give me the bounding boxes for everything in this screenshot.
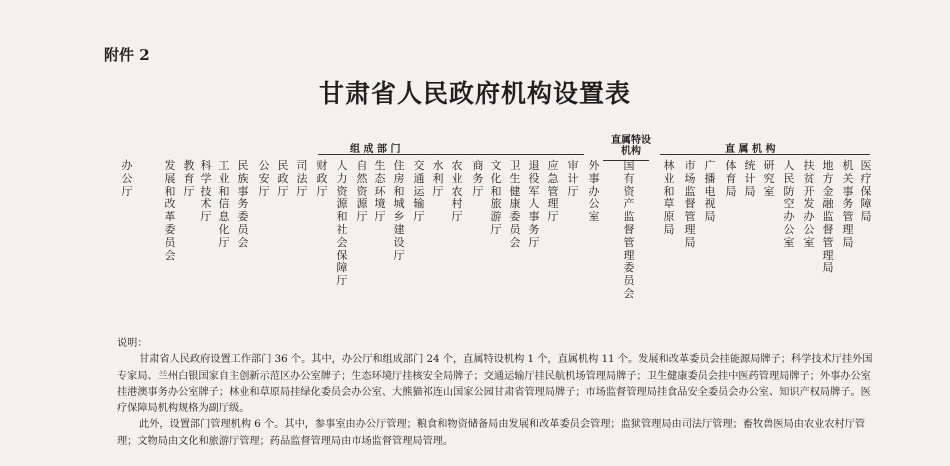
org-column: 工业和信息化厅 xyxy=(218,159,230,249)
org-column: 文化和旅游厅 xyxy=(490,159,502,236)
org-column: 民政厅 xyxy=(277,159,289,198)
org-column: 民族事务委员会 xyxy=(237,159,249,249)
org-column: 人力资源和社会保障厅 xyxy=(336,159,348,288)
org-column: 应急管理厅 xyxy=(547,159,559,224)
org-column: 地方金融监督管理局 xyxy=(822,159,834,275)
org-column: 卫生健康委员会 xyxy=(509,159,521,249)
group-header-constituent-departments: 组 成 部 门 xyxy=(350,144,401,155)
org-column: 人民防空办公室 xyxy=(783,159,795,249)
org-column: 交通运输厅 xyxy=(413,159,425,224)
group-header-special-agency: 直属特设 机构 xyxy=(611,135,651,157)
org-column: 生态环境厅 xyxy=(374,159,386,224)
org-column: 扶贫开发办公室 xyxy=(803,159,815,249)
document-title: 甘肃省人民政府机构设置表 xyxy=(318,79,631,108)
org-column: 商务厅 xyxy=(472,159,484,198)
notes-section xyxy=(117,336,877,450)
group-divider-constituent xyxy=(318,154,584,155)
notes-heading: 说明： xyxy=(117,338,148,349)
org-column: 财政厅 xyxy=(316,159,328,198)
org-column: 退役军人事务厅 xyxy=(528,159,540,249)
org-column: 机关事务管理局 xyxy=(842,159,854,249)
org-column: 研究室 xyxy=(763,159,775,198)
org-column: 体育局 xyxy=(725,159,737,198)
org-column: 国有资产监督管理委员会 xyxy=(623,159,635,300)
org-column: 公安厅 xyxy=(258,159,270,198)
org-column: 农业农村厅 xyxy=(451,159,463,224)
org-column: 住房和城乡建设厅 xyxy=(393,159,405,262)
org-column: 发展和改革委员会 xyxy=(164,159,176,262)
org-column: 审计厅 xyxy=(567,159,579,198)
org-column: 医疗保障局 xyxy=(860,159,872,224)
group-header-direct-agencies: 直 属 机 构 xyxy=(725,144,776,155)
org-column: 外事办公室 xyxy=(588,159,600,224)
org-column: 林业和草原局 xyxy=(663,159,675,236)
attachment-label: 附件 2 xyxy=(104,46,150,64)
org-column: 广播电视局 xyxy=(704,159,716,224)
org-column: 司法厅 xyxy=(296,159,308,198)
org-column: 市场监督管理局 xyxy=(684,159,696,249)
group-divider-direct xyxy=(660,154,870,155)
notes-paragraph-1: 甘肃省人民政府设置工作部门 36 个。其中，办公厅和组成部门 24 个，直属特设机构 1 个，直属机构 11 个。发展和改革委员会挂能源局牌子；科学技术厅挂外国专家局、兰州白银国家自主创新示范区办公室牌子；生态环境厅挂核安全局牌子；交通运输厅挂民航机场管理局牌子；卫生健康委员会挂中医药管理局牌子；外事办公室挂港澳事务办公室牌子；林业和草原局挂绿化委员会办公室、大熊猫祁连山国家公园甘肃省管理局牌子；市场监督管理局挂食品安全委员会办公室、知识产权局牌子。医疗保障局机构规格为副厅级。 xyxy=(117,354,873,415)
org-column: 水利厅 xyxy=(432,159,444,198)
org-column: 科学技术厅 xyxy=(200,159,212,224)
notes-paragraph-2: 此外，设置部门管理机构 6 个。其中，参事室由办公厅管理；粮食和物资储备局由发展和改革委员会管理；监狱管理局由司法厅管理；畜牧兽医局由农业农村厅管理；文物局由文化和旅游厅管理；药品监督管理局由市场监督管理局管理。 xyxy=(117,419,866,447)
org-column: 自然资源厅 xyxy=(356,159,368,224)
org-column: 统计局 xyxy=(744,159,756,198)
org-column: 办公厅 xyxy=(121,159,133,198)
org-column: 教育厅 xyxy=(183,159,195,198)
